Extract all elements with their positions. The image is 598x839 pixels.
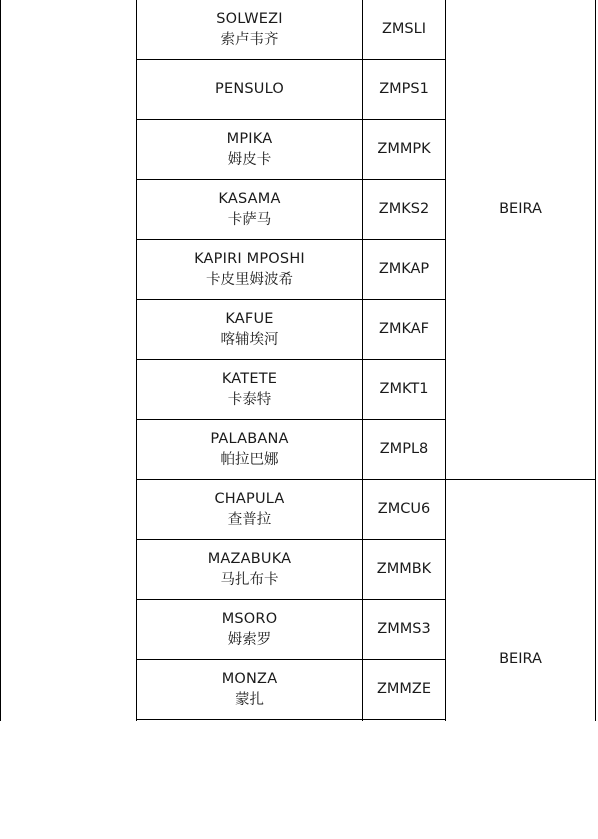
city-code-text: ZMKAP (378, 261, 430, 277)
city-code (363, 300, 445, 359)
city-code (363, 660, 445, 719)
city-name-zh: 姆皮卡 (227, 151, 272, 168)
city-name-zh: 卡萨马 (227, 211, 272, 228)
city-code-text: ZMKT1 (379, 381, 429, 397)
city-name-en: MAZABUKA (207, 550, 292, 567)
city-name-zh: 卡泰特 (227, 391, 272, 408)
city-name-en: MONZA (221, 670, 278, 687)
table-row (137, 60, 362, 119)
city-name-en: SOLWEZI (216, 10, 283, 27)
table-row (137, 660, 362, 719)
city-code-text: ZMPL8 (379, 441, 429, 457)
city-code-text: ZMCU6 (377, 501, 431, 517)
city-code (363, 120, 445, 179)
city-name-en: KAFUE (225, 310, 274, 327)
table-row (137, 0, 362, 59)
city-code-text: ZMSLI (381, 21, 426, 37)
table-row (137, 600, 362, 659)
city-code-text: ZMMS3 (377, 621, 431, 637)
port-label: BEIRA (499, 201, 542, 217)
row-divider (136, 719, 446, 720)
table-row (137, 300, 362, 359)
city-name-zh: 喀辅埃河 (220, 331, 279, 348)
city-code-text: ZMPS1 (379, 81, 429, 97)
city-code (363, 0, 445, 59)
city-code (363, 180, 445, 239)
city-code-text: ZMMBK (376, 561, 432, 577)
city-name-zh: 卡皮里姆波希 (206, 271, 293, 288)
table-row (137, 480, 362, 539)
city-name-zh: 姆索罗 (227, 631, 272, 648)
table-row (137, 360, 362, 419)
city-code (363, 360, 445, 419)
city-name-en: KASAMA (218, 190, 281, 207)
city-name-en: PENSULO (215, 81, 284, 97)
table-row (137, 540, 362, 599)
city-name-zh: 帕拉巴娜 (220, 451, 279, 468)
city-code (363, 600, 445, 659)
city-code (363, 480, 445, 539)
port-group-cell (446, 480, 595, 839)
table-row (137, 420, 362, 479)
table-right-border (595, 0, 596, 721)
city-code-text: ZMMPK (377, 141, 431, 157)
city-name-en: MSORO (221, 610, 278, 627)
city-code (363, 540, 445, 599)
city-code-text: ZMKS2 (378, 201, 430, 217)
port-label: BEIRA (499, 651, 542, 667)
city-name-zh: 索卢韦齐 (220, 31, 279, 48)
city-code (363, 60, 445, 119)
city-name-zh: 马扎布卡 (220, 571, 279, 588)
table-row (137, 240, 362, 299)
city-code-text: ZMMZE (376, 681, 432, 697)
city-name-en: MPIKA (226, 130, 273, 147)
table-row (137, 180, 362, 239)
city-code-text: ZMKAF (379, 321, 429, 337)
table-left-border (0, 0, 1, 721)
city-code (363, 240, 445, 299)
city-code (363, 420, 445, 479)
city-name-zh: 查普拉 (227, 511, 272, 528)
city-name-zh: 蒙扎 (235, 691, 264, 708)
city-name-en: CHAPULA (214, 490, 285, 507)
city-name-en: KATETE (221, 370, 278, 387)
city-name-en: PALABANA (210, 430, 289, 447)
table-row (137, 120, 362, 179)
city-name-en: KAPIRI MPOSHI (194, 250, 305, 267)
port-group-cell (446, 0, 595, 419)
